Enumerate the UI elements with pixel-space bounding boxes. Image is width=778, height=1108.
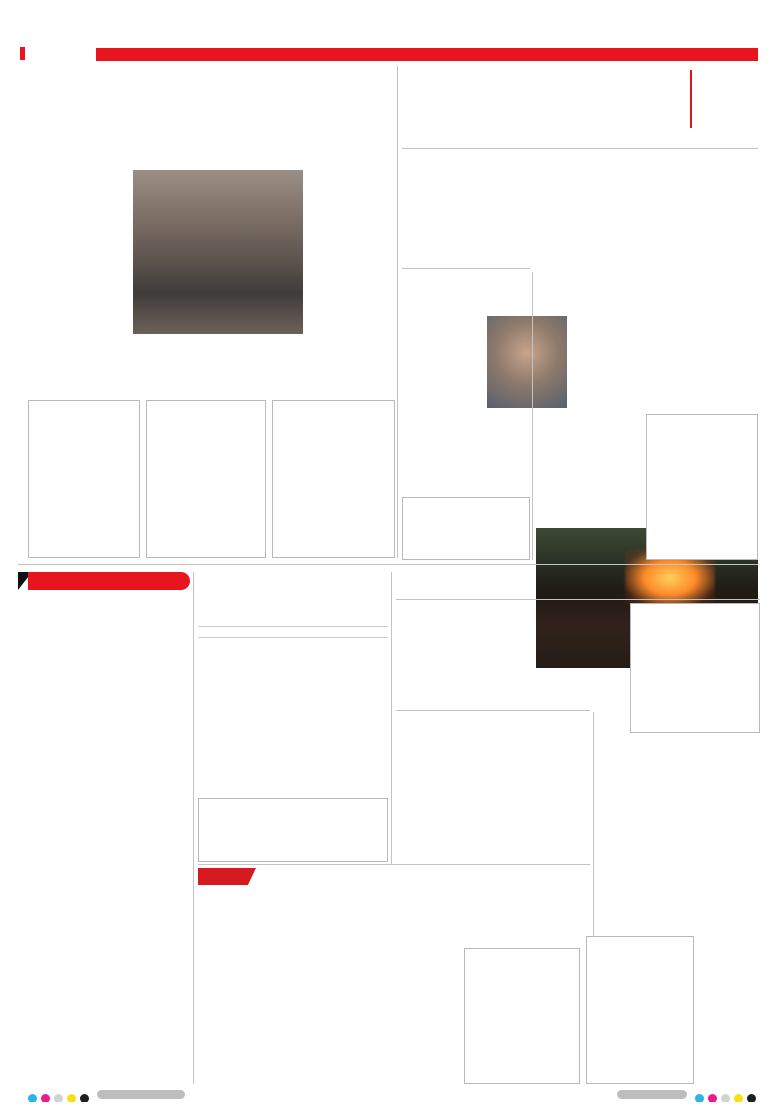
reg-bar [97, 1090, 185, 1099]
worldbank-body [402, 322, 530, 494]
worldbank-byline [402, 309, 530, 319]
ballam-byline [198, 626, 388, 638]
reg-dot-gray [54, 1094, 63, 1102]
woman-body3 [665, 152, 758, 264]
page-number [690, 22, 758, 48]
woman-photo-caption [487, 247, 567, 264]
metro-tunnel-photo [133, 170, 303, 334]
divider [402, 268, 530, 269]
sage-body3 [700, 888, 758, 1084]
colonel-byline [396, 762, 590, 772]
divider [396, 710, 590, 711]
divider [396, 599, 760, 600]
sage-case-label [700, 820, 758, 831]
pension-subhead [396, 582, 760, 596]
sage-col2 [700, 820, 758, 882]
fire-byline [542, 418, 652, 428]
briefs-list [18, 598, 190, 1084]
metro-body-bottom [28, 340, 395, 396]
woman-sidenote [690, 70, 758, 128]
ballam-headline [198, 576, 388, 622]
metro-body-left [28, 170, 129, 336]
print-registration-right [560, 1090, 760, 1102]
metro-kicker [28, 68, 395, 81]
sage-byline [598, 806, 758, 816]
cm-house-fire-box [646, 414, 758, 560]
reg-dot-yellow [67, 1094, 76, 1102]
woman-headline [402, 70, 684, 126]
pension-col1 [396, 603, 506, 709]
ballam-body2 [296, 640, 388, 794]
worldbank-quote-box [402, 497, 530, 560]
metro-box-status [272, 400, 395, 558]
metro-box-tunnel-depth [28, 400, 140, 558]
gmc-subhead [198, 930, 590, 944]
pension-points-box [630, 603, 760, 733]
woman-subhead [402, 131, 758, 146]
ballam-sub-box [198, 798, 388, 862]
reg-dot-gray [721, 1094, 730, 1102]
reg-dot-black [747, 1094, 756, 1102]
fire-body [536, 432, 640, 560]
divider [397, 66, 398, 558]
reg-dot-black [80, 1094, 89, 1102]
sage-body1 [598, 820, 694, 882]
colonel-body2 [495, 776, 590, 862]
section-title [240, 5, 540, 51]
gmc-body2 [320, 1054, 458, 1084]
divider [532, 272, 533, 560]
woman-col1 [402, 152, 482, 264]
sage-headline [598, 738, 758, 802]
masthead-bar [96, 48, 758, 61]
print-registration-left [28, 1090, 278, 1102]
ballam-col1 [198, 640, 290, 794]
divider [402, 148, 758, 149]
gmc-kicker [262, 870, 602, 884]
gmc-col1 [198, 948, 314, 1084]
reg-bar [617, 1090, 687, 1099]
brief-news-tag [18, 572, 190, 592]
colonel-body1 [396, 776, 489, 862]
divider [193, 572, 194, 1084]
metro-headline [28, 82, 395, 154]
divider [391, 572, 392, 864]
reg-dot-magenta [41, 1094, 50, 1102]
pension-body2 [512, 603, 624, 709]
reg-dot-cyan [28, 1094, 37, 1102]
metro-body-right [307, 170, 395, 336]
divider [198, 864, 590, 865]
gmc-headline [198, 888, 692, 926]
problem-flag [198, 868, 256, 885]
metro-box-letter [146, 400, 266, 558]
reg-dot-cyan [695, 1094, 704, 1102]
reg-dot-magenta [708, 1094, 717, 1102]
date-marker [20, 47, 25, 60]
colonel-headline [396, 714, 590, 758]
woman-body2 [572, 152, 660, 264]
pension-headline [396, 558, 760, 579]
brief-news-label [28, 572, 190, 590]
gmc-benefit-box [586, 936, 694, 1084]
metro-byline [34, 157, 174, 167]
reg-dot-yellow [734, 1094, 743, 1102]
worldbank-headline [402, 273, 530, 307]
edition-name [690, 8, 758, 22]
gmc-need-box [464, 948, 580, 1084]
newspaper-logo [20, 16, 200, 44]
